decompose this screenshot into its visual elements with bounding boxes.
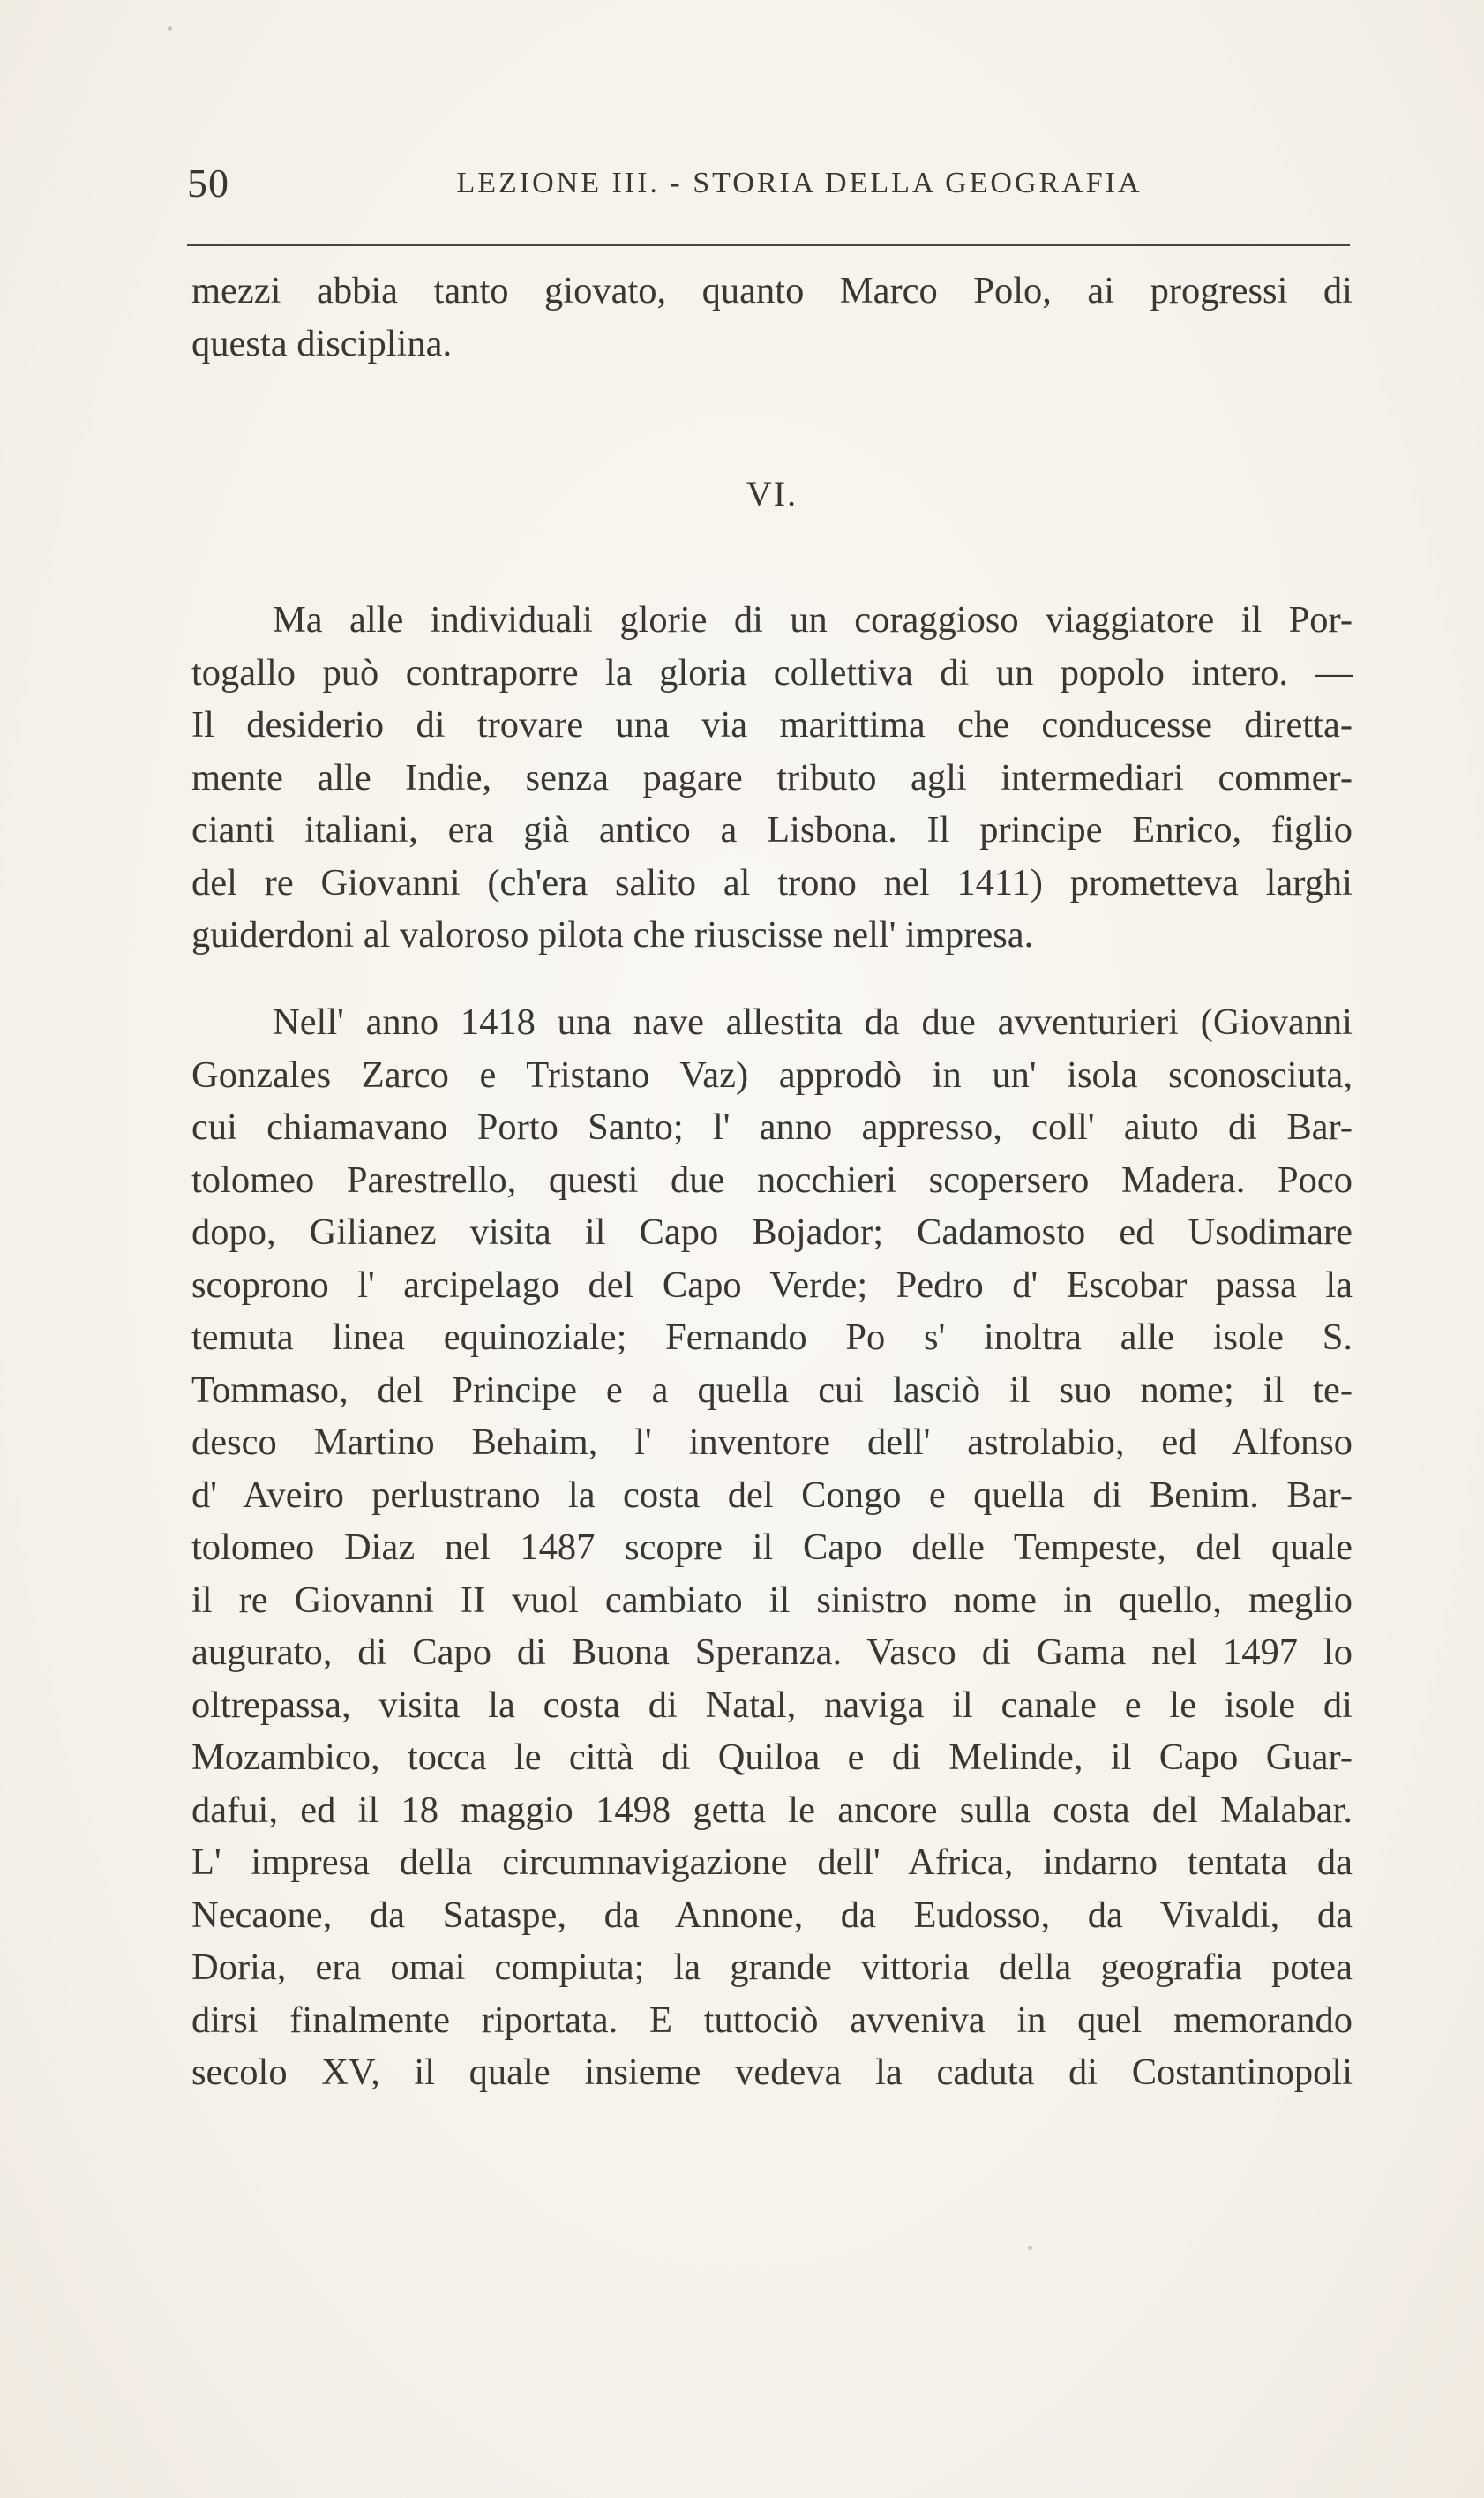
section-number: VI. [746,474,798,514]
paper-speck [168,26,172,31]
page-number: 50 [187,161,229,206]
text-line: cui chiamavano Porto Santo; l' anno appresso, coll' aiuto di Bar- [191,1106,1353,1148]
text-line: del re Giovanni (ch'era salito al trono nel 1411) prometteva larghi [191,861,1353,904]
text-line: Gonzales Zarco e Tristano Vaz) approdò in un' isola sconosciuta, [191,1054,1353,1096]
text-line: tolomeo Parestrello, questi due nocchieri scopersero Madera. Poco [191,1159,1353,1201]
text-line: dopo, Gilianez visita il Capo Bojador; Cadamosto ed Usodimare [191,1211,1353,1253]
text-line: secolo XV, il quale insieme vedeva la caduta di Costantinopoli [191,2052,1353,2093]
text-line: scoprono l' arcipelago del Capo Verde; Pedro d' Escobar passa la [191,1264,1353,1306]
text-line: d' Aveiro perlustrano la costa del Congo e quella di Benim. Bar- [191,1474,1353,1516]
paragraph-portugal [191,594,1353,962]
text-line: Ma alle individuali glorie di un coraggioso viaggiatore il Por- [273,599,1353,641]
text-line: Il desiderio di trovare una via marittima che conducesse diretta- [191,704,1353,746]
text-line: augurato, di Capo di Buona Speranza. Vasco di Gama nel 1497 lo [191,1632,1353,1673]
text-line: guiderdoni al valoroso pilota che riuscisse nell' impresa. [191,914,1034,956]
paper-speck [1028,2246,1032,2250]
text-line: temuta linea equinoziale; Fernando Po s' inoltra alle isole S. [191,1317,1353,1358]
text-line: togallo può contraporre la gloria collettiva di un popolo intero. — [191,651,1353,694]
text-line: cianti italiani, era già antico a Lisbona. Il principe Enrico, figlio [191,809,1353,851]
text-line: desco Martino Behaim, l' inventore dell' astrolabio, ed Alfonso [191,1422,1353,1463]
text-line: questa disciplina. [191,322,453,364]
text-line: Tommaso, del Principe e a quella cui lasciò il suo nome; il te- [191,1369,1353,1411]
text-line: L' impresa della circumnavigazione dell' Africa, indarno tentata da [191,1842,1353,1883]
text-line: Doria, era omai compiuta; la grande vittoria della geografia potea [191,1947,1353,1988]
paragraph-discoveries [191,996,1353,2099]
text-line: Nell' anno 1418 una nave allestita da due avventurieri (Giovanni [273,1001,1353,1043]
text-line: Necaone, da Sataspe, da Annone, da Eudosso, da Vivaldi, da [191,1894,1353,1936]
text-line: Mozambico, tocca le città di Quiloa e di Melinde, il Capo Guar- [191,1737,1353,1778]
header-rule [187,244,1350,246]
text-line: il re Giovanni II vuol cambiato il sinistro nome in quello, meglio [191,1579,1353,1621]
text-line: dafui, ed il 18 maggio 1498 getta le ancore sulla costa del Malabar. [191,1789,1353,1831]
text-line: mezzi abbia tanto giovato, quanto Marco Polo, ai progressi di [191,270,1353,311]
running-head-title: LEZIONE III. - STORIA DELLA GEOGRAFIA [456,167,1143,199]
text-line: oltrepassa, visita la costa di Natal, naviga il canale e le isole di [191,1684,1353,1726]
paragraph-continuation [191,265,1353,370]
text-line: mente alle Indie, senza pagare tributo agli intermediari commer- [191,756,1353,799]
text-line: dirsi finalmente riportata. E tuttociò avveniva in quel memorando [191,1999,1353,2041]
text-line: tolomeo Diaz nel 1487 scopre il Capo delle Tempeste, del quale [191,1527,1353,1568]
running-head [187,157,1350,210]
